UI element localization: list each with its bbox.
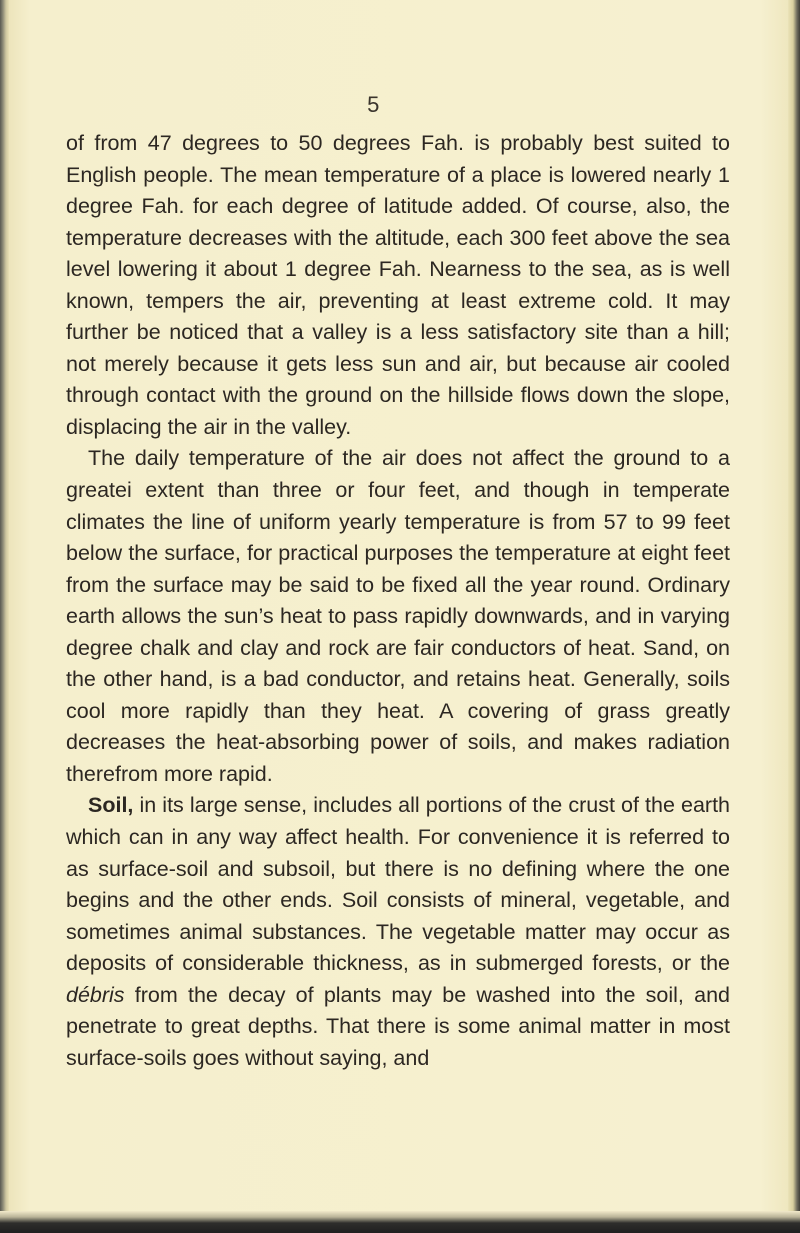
soil-text-part-2: from the decay of plants may be washed into the soil, and penetrate to great depths. That there is some animal matter in most surface-soils goes without saying, and bbox=[66, 982, 730, 1070]
soil-text-part-1: in its large sense, includes all portions of the crust of the earth which can in any way affect health. For convenience it is referred to as surface-soil and subsoil, but there is no defining where the one begins and the other ends. Soil consists of mineral, vegetable, and sometimes animal substances. The vegetable matter may occur as deposits of considerable thickness, as in submerged forests, or the bbox=[66, 793, 730, 976]
paragraph-temperature: of from 47 degrees to 50 degrees Fah. is probably best suited to English people. The mean temperature of a place is lowered nearly 1 degree Fah. for each degree of latitude added. Of course, also, the temperature decreases with the altitude, each 300 feet above the sea level lowering it about 1 degree Fah. Nearness to the sea, as is well known, tempers the air, preventing at least extreme cold. It may further be noticed that a valley is a less satisfactory site than a hill; not merely because it gets less sun and air, but because air cooled through contact with the ground on the hillside flows down the slope, displacing the air in the valley. bbox=[66, 131, 730, 439]
debris-italic: débris bbox=[66, 982, 125, 1007]
soil-run-in-heading: Soil, bbox=[88, 793, 134, 818]
page-bottom-edge bbox=[0, 1211, 800, 1233]
body-text bbox=[66, 128, 730, 1074]
page-left-edge bbox=[0, 0, 9, 1233]
paragraph-soil bbox=[66, 790, 730, 1074]
page-number: 5 bbox=[367, 92, 380, 117]
page-right-edge bbox=[788, 0, 800, 1233]
paragraph-ground-temperature: The daily temperature of the air does not affect the ground to a greatei extent than three or four feet, and though in temperate climates the line of uniform yearly temperature is from 57 to 99 feet below the surface, for practical purposes the temperature at eight feet from the surface may be said to be fixed all the year round. Ordinary earth allows the sun’s heat to pass rapidly downwards, and in varying degree chalk and clay and rock are fair conductors of heat. Sand, on the other hand, is a bad conductor, and retains heat. Generally, soils cool more rapidly than they heat. A covering of grass greatly decreases the heat-absorbing power of soils, and makes radiation therefrom more rapid. bbox=[66, 446, 730, 786]
